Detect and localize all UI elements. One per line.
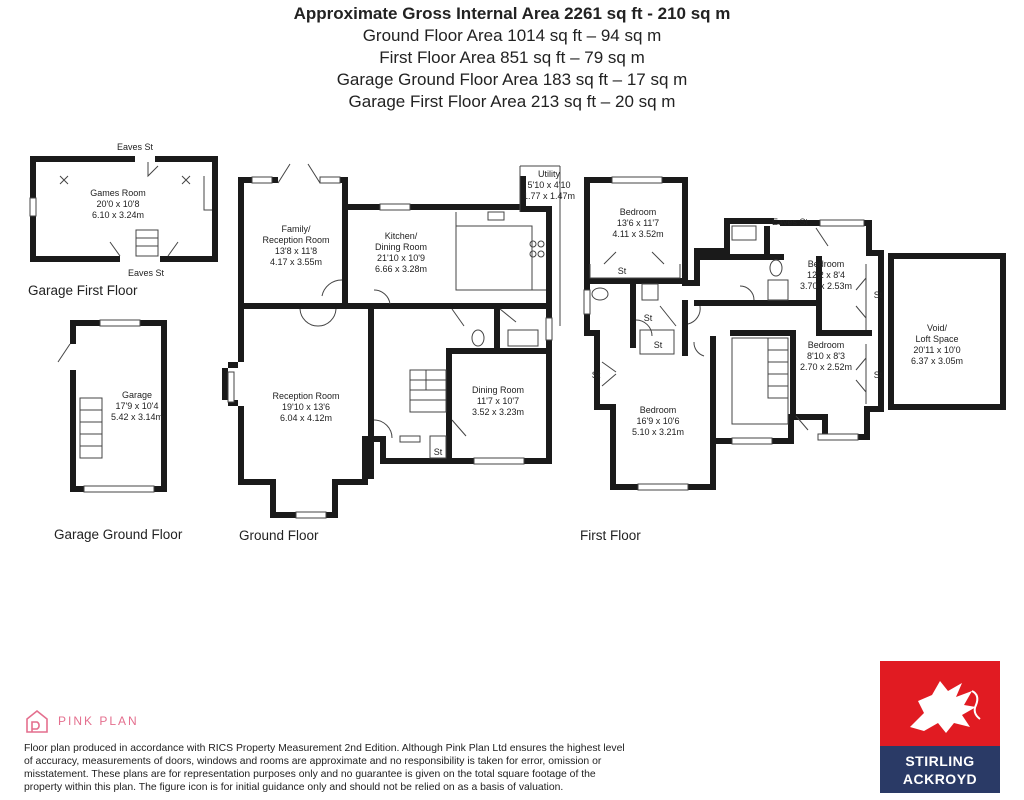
garage-name: Garage [121,390,153,400]
eaves-storage-label: Eaves St [127,268,165,278]
bedroom-4-name: Bedroom [807,340,845,350]
storage-label: St [591,370,601,380]
storage-label: St [617,266,627,276]
brand-name-panel [880,746,1000,793]
garage-first-floor-plan [30,156,218,262]
family-room-imperial: 13'8 x 11'8 [274,246,318,256]
storage-label: St [433,447,443,457]
family-room-name-2: Reception Room [262,235,330,245]
bedroom-1-metric: 4.11 x 3.52m [612,229,664,239]
stirling-ackroyd-logo [880,661,1000,793]
utility-imperial: 5'10 x 4'10 [527,180,571,190]
void-imperial: 20'11 x 10'0 [913,345,961,355]
kitchen-name: Kitchen/ [384,231,418,241]
ground-floor-plan [222,164,560,518]
dining-room-metric: 3.52 x 3.23m [471,407,525,417]
bedroom-2-metric: 3.70 x 2.53m [799,281,853,291]
brand-name-line-2: ACKROYD [902,771,978,787]
kitchen-name-2: Dining Room [374,242,428,252]
garage-metric: 5.42 x 3.14m [110,412,164,422]
bedroom-4-imperial: 8'10 x 8'3 [807,351,845,361]
bedroom-3-name: Bedroom [639,405,677,415]
void-name-2: Loft Space [915,334,959,344]
bedroom-2-name: Bedroom [807,259,845,269]
reception-room-metric: 6.04 x 4.12m [279,413,333,423]
first-floor-title: First Floor [580,528,641,543]
utility-metric: 1.77 x 1.47m [522,191,576,201]
bedroom-1-name: Bedroom [619,207,657,217]
bedroom-3-metric: 5.10 x 3.21m [631,427,685,437]
area-line-ground: Ground Floor Area 1014 sq ft – 94 sq m [362,26,662,45]
bedroom-4-metric: 2.70 x 2.52m [799,362,853,372]
bedroom-3-imperial: 16'9 x 10'6 [636,416,680,426]
bedroom-2-imperial: 12'2 x 8'4 [807,270,845,280]
storage-label: St [643,313,653,323]
kitchen-metric: 6.66 x 3.28m [374,264,428,274]
storage-label: St [873,290,883,300]
brand-name-line-1: STIRLING [905,753,975,769]
griffin-icon [880,661,1000,746]
void-name: Void/ [926,323,948,333]
pink-plan-wordmark: PINK PLAN [58,714,139,728]
reception-room-imperial: 19'10 x 13'6 [282,402,330,412]
reception-room-name: Reception Room [272,391,340,401]
area-line-first: First Floor Area 851 sq ft – 79 sq m [379,48,645,67]
utility-name: Utility [538,169,560,179]
eaves-storage-label: Eaves St [116,142,154,152]
ground-floor-title: Ground Floor [239,528,319,543]
house-icon [24,708,50,734]
games-room-name: Games Room [90,188,146,198]
storage-label: St [653,340,663,350]
family-room-name: Family/ [281,224,311,234]
kitchen-imperial: 21'10 x 10'9 [377,253,425,263]
garage-imperial: 17'9 x 10'4 [115,401,159,411]
garage-first-floor-title: Garage First Floor [28,283,138,298]
area-line-garage-first: Garage First Floor Area 213 sq ft – 20 sq m [348,92,676,111]
eaves-storage-label: Eaves St [771,217,809,227]
disclaimer-text: Floor plan produced in accordance with RICS Property Measurement 2nd Edition. Although Pink Plan Ltd ensures the highest level of accuracy, measurements of doors, windows and rooms are approximate and no responsibility is taken for error, omission or misstatement. These plans are for representation purposes only and no guarantee is given on the total square footage of the property within this plan. The figure icon is for initial guidance only and should not be relied on as a basis of valuation. [24,743,625,793]
area-title: Approximate Gross Internal Area 2261 sq ft - 210 sq m [293,4,731,23]
bedroom-1-imperial: 13'6 x 11'7 [616,218,660,228]
family-room-metric: 4.17 x 3.55m [269,257,323,267]
games-room-metric: 6.10 x 3.24m [91,210,145,220]
area-line-garage-ground: Garage Ground Floor Area 183 sq ft – 17 sq m [336,70,688,89]
dining-room-name: Dining Room [471,385,525,395]
garage-ground-floor-title: Garage Ground Floor [54,527,183,542]
games-room-imperial: 20'0 x 10'8 [96,199,140,209]
dining-room-imperial: 11'7 x 10'7 [476,396,520,406]
void-metric: 6.37 x 3.05m [910,356,964,366]
storage-label: St [873,370,883,380]
